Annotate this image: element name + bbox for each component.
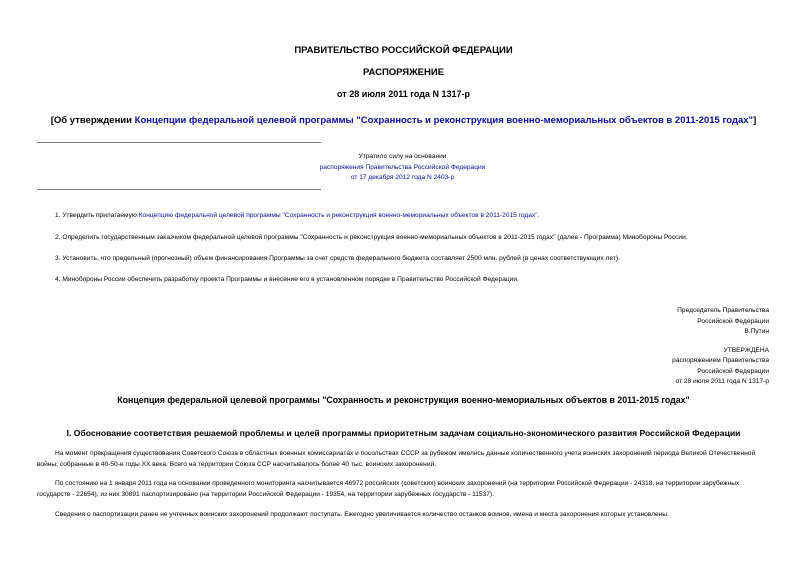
void-notice-line: Утратило силу на основании: [358, 153, 447, 160]
section-title: I. Обоснование соответствия решаемой проблемы и целей программы приоритетным задачам социально-экономического развития Российской Федерации: [66, 428, 741, 438]
void-notice: [290, 152, 515, 184]
concept-paragraph: По состоянию на 1 января 2011 года на основании проведенного мониторинга насчитывается 46972 российских (советских) воинских захоронений (на территории Российской Федерации - 24318, на территории зарубежных государств - 22654), из них 30891 паспортизировано (на территории Российской Федерации - 19354, на территории зарубежных государств - 11537).: [37, 480, 740, 498]
signature-title: Председатель Правительства: [677, 307, 769, 314]
approved-label: УТВЕРЖДЕНА: [723, 347, 769, 354]
void-notice-link-date[interactable]: от 17 декабря 2012 года N 2403-р: [350, 174, 455, 181]
item-1-suffix: .: [537, 212, 540, 219]
concept-title: Концепция федеральной целевой программы "Сохранность и реконструкция военно-мемориальных объектов в 2011-2015 годах": [117, 395, 690, 405]
concept-paragraph: На момент прекращения существования Советского Союза в областных военных комиссариатах и посольствах СССР за рубежом имелись данные количественного учета воинских захоронений периода Великой Отечественной войны, собранные в 40-50-е годы XX века. Всего на территории Союза ССР насчитывалось более 40 тыс. воинских захоронений.: [37, 450, 756, 468]
signature-country: Российской Федерации: [697, 317, 769, 325]
item-4: 4. Минобороны России обеспечить разработку проекта Программы и внесение его в установленном порядке в Правительство Российской Федерации.: [55, 276, 519, 283]
item-2: 2. Определить государственным заказчиком федеральной целевой программы "Сохранность и реконструкция военно-мемориальных объектов в 2011-2015 годах" (далее - Программа) Минобороны России.: [55, 234, 688, 241]
approved-block: [672, 346, 769, 388]
item-1: [55, 212, 770, 219]
signature-name: В.Путин: [744, 328, 769, 336]
document-date-number: от 28 июля 2011 года N 1317-р: [337, 89, 470, 99]
divider-top: [37, 142, 321, 143]
document-subject: [0, 115, 807, 126]
item-1-prefix: 1. Утвердить прилагаемую: [55, 212, 139, 219]
government-heading: ПРАВИТЕЛЬСТВО РОССИЙСКОЙ ФЕДЕРАЦИИ: [294, 45, 513, 56]
item-1-concept-link[interactable]: Концепцию федеральной целевой программы "Сохранность и реконструкция военно-мемориальных объектов в 2011-2015 годах": [138, 212, 538, 219]
approved-date: от 28 июля 2011 года N 1317-р: [675, 378, 769, 386]
signature-block: [677, 306, 769, 338]
subject-open-text: [Об утверждении: [50, 115, 135, 126]
void-notice-link[interactable]: распоряжения Правительства Российской Федерации: [319, 163, 486, 171]
document-type-heading: РАСПОРЯЖЕНИЕ: [362, 67, 445, 78]
approved-by: распоряжением Правительства: [672, 357, 769, 365]
concept-paragraph: Сведения о паспортизации ранее не учтенных воинских захоронений продолжают поступать. Ежегодно увеличивается количество останков воинов, имена и места захоронения которых установлены.: [55, 511, 669, 518]
concept-link[interactable]: Концепции федеральной целевой программы "Сохранность и реконструкция военно-мемориальных объектов в 2011-2015 годах": [134, 115, 754, 126]
divider-bottom: [37, 189, 321, 190]
subject-close-text: ]: [753, 115, 757, 126]
approved-country: Российской Федерации: [697, 367, 769, 375]
item-3: 3. Установить, что предельный (прогнозный) объем финансирования Программы за счет средств федерального бюджета составляет 2500 млн. рублей (в ценах соответствующих лет).: [55, 255, 620, 262]
